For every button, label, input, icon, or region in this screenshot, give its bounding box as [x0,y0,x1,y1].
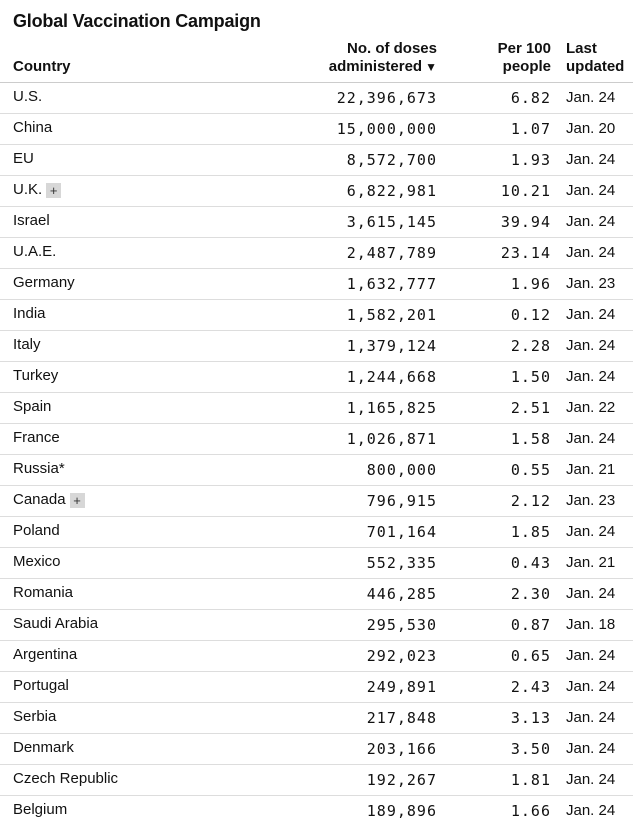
doses-cell: 3,615,145 [346,213,437,231]
per100-cell: 1.96 [510,275,551,293]
country-name: Israel [13,212,50,229]
table-row [0,579,633,610]
last-updated-cell: Jan. 24 [566,585,616,602]
doses-cell: 1,632,777 [346,275,437,293]
table-row [0,765,633,796]
country-cell [13,429,60,446]
per100-header-line1: Per 100 [497,40,551,57]
per100-column-header[interactable] [498,40,551,76]
country-cell [13,708,56,725]
last-updated-cell: Jan. 21 [566,554,616,571]
table-row [0,610,633,641]
doses-column-header[interactable] [329,40,437,76]
country-cell [13,739,74,756]
per100-cell: 0.12 [510,306,551,324]
last-updated-header-line1: Last [566,40,597,57]
table-row [0,641,633,672]
per100-cell: 0.65 [510,647,551,665]
doses-cell: 292,023 [366,647,437,665]
per100-cell: 0.87 [510,616,551,634]
country-cell [13,553,61,570]
country-cell [13,367,58,384]
table-row [0,331,633,362]
table-row [0,517,633,548]
country-cell [13,646,77,663]
table-row [0,672,633,703]
country-name: Canada [13,491,66,508]
country-name: Romania [13,584,74,601]
doses-cell: 1,379,124 [346,337,437,355]
last-updated-cell: Jan. 24 [566,244,616,261]
doses-cell: 22,396,673 [336,89,437,107]
last-updated-cell: Jan. 23 [566,275,616,292]
table-row [0,424,633,455]
table-row [0,548,633,579]
page-title: Global Vaccination Campaign [13,11,261,31]
per100-cell: 1.81 [510,771,551,789]
table-row [0,83,633,114]
country-cell [13,801,67,818]
table-row [0,393,633,424]
country-cell [13,491,85,508]
per100-header-line2: people [502,58,551,75]
country-cell [13,150,34,167]
per100-cell: 1.93 [510,151,551,169]
country-cell [13,677,69,694]
country-name: Poland [13,522,60,539]
per100-cell: 3.50 [510,740,551,758]
last-updated-cell: Jan. 24 [566,213,616,230]
last-updated-cell: Jan. 22 [566,399,616,416]
doses-cell: 192,267 [366,771,437,789]
table-row [0,486,633,517]
country-cell [13,119,52,136]
country-name: Czech Republic [13,770,119,787]
per100-cell: 2.30 [510,585,551,603]
doses-cell: 1,165,825 [346,399,437,417]
doses-cell: 446,285 [366,585,437,603]
country-cell [13,460,65,477]
last-updated-cell: Jan. 21 [566,461,616,478]
country-name: Portugal [13,677,69,694]
country-name: Russia* [13,460,65,477]
last-updated-cell: Jan. 24 [566,89,616,106]
country-cell [13,212,50,229]
table-row [0,145,633,176]
last-updated-cell: Jan. 24 [566,740,616,757]
per100-cell: 2.12 [510,492,551,510]
country-cell [13,274,75,291]
per100-cell: 1.07 [510,120,551,138]
per100-cell: 1.85 [510,523,551,541]
table-row [0,207,633,238]
doses-cell: 1,026,871 [346,430,437,448]
expand-plus-icon[interactable]: + [70,493,85,508]
country-name: Mexico [13,553,61,570]
country-name: Denmark [13,739,74,756]
table-row [0,176,633,207]
per100-cell: 0.55 [510,461,551,479]
country-cell [13,398,51,415]
table-row [0,238,633,269]
doses-cell: 15,000,000 [336,120,437,138]
table-body [0,83,633,826]
last-updated-column-header[interactable] [566,40,624,76]
doses-cell: 552,335 [366,554,437,572]
last-updated-cell: Jan. 24 [566,523,616,540]
per100-cell: 10.21 [500,182,551,200]
doses-cell: 8,572,700 [346,151,437,169]
per100-cell: 1.58 [510,430,551,448]
doses-cell: 1,582,201 [346,306,437,324]
last-updated-cell: Jan. 24 [566,182,616,199]
last-updated-cell: Jan. 24 [566,306,616,323]
per100-cell: 6.82 [510,89,551,107]
table-row [0,703,633,734]
country-name: U.S. [13,88,43,105]
per100-cell: 3.13 [510,709,551,727]
table-row [0,269,633,300]
country-name: Germany [13,274,75,291]
table-row [0,362,633,393]
country-header-label: Country [13,58,71,75]
per100-cell: 2.28 [510,337,551,355]
country-cell [13,181,61,198]
country-column-header[interactable] [13,58,71,76]
last-updated-cell: Jan. 24 [566,430,616,447]
table-row [0,734,633,765]
per100-cell: 2.51 [510,399,551,417]
last-updated-cell: Jan. 24 [566,678,616,695]
last-updated-cell: Jan. 24 [566,368,616,385]
doses-cell: 2,487,789 [346,244,437,262]
country-name: U.A.E. [13,243,57,260]
doses-cell: 249,891 [366,678,437,696]
country-name: Turkey [13,367,59,384]
country-cell [13,584,73,601]
table-row [0,114,633,145]
country-name: EU [13,150,34,167]
country-cell [13,336,41,353]
doses-header-line2: administered [328,58,423,75]
country-name: Italy [13,336,41,353]
table-row [0,455,633,486]
country-cell [13,522,60,539]
country-name: Spain [13,398,52,415]
country-name: France [13,429,60,446]
doses-cell: 6,822,981 [346,182,437,200]
sort-descending-icon[interactable]: ▼ [425,60,437,74]
doses-cell: 800,000 [366,461,437,479]
doses-cell: 203,166 [366,740,437,758]
doses-cell: 295,530 [366,616,437,634]
doses-cell: 217,848 [366,709,437,727]
country-cell [13,243,56,260]
doses-cell: 189,896 [366,802,437,820]
last-updated-cell: Jan. 20 [566,120,616,137]
last-updated-cell: Jan. 24 [566,709,616,726]
country-cell [13,770,118,787]
country-name: India [13,305,46,322]
last-updated-cell: Jan. 18 [566,616,616,633]
country-cell [13,615,98,632]
per100-cell: 23.14 [500,244,551,262]
per100-cell: 0.43 [510,554,551,572]
country-name: Argentina [13,646,78,663]
doses-cell: 1,244,668 [346,368,437,386]
table-row [0,300,633,331]
last-updated-cell: Jan. 24 [566,771,616,788]
country-name: Saudi Arabia [13,615,99,632]
country-cell [13,305,46,322]
doses-cell: 701,164 [366,523,437,541]
country-cell [13,88,42,105]
last-updated-cell: Jan. 24 [566,337,616,354]
per100-cell: 2.43 [510,678,551,696]
last-updated-header-line2: updated [566,58,625,75]
per100-cell: 1.66 [510,802,551,820]
expand-plus-icon[interactable]: + [46,183,61,198]
per100-cell: 1.50 [510,368,551,386]
table-row [0,796,633,826]
country-name: Serbia [13,708,57,725]
last-updated-cell: Jan. 23 [566,492,616,509]
country-name: Belgium [13,801,68,818]
doses-header-line1: No. of doses [346,40,437,57]
last-updated-cell: Jan. 24 [566,802,616,819]
country-name: China [13,119,53,136]
per100-cell: 39.94 [500,213,551,231]
doses-cell: 796,915 [366,492,437,510]
last-updated-cell: Jan. 24 [566,151,616,168]
last-updated-cell: Jan. 24 [566,647,616,664]
country-name: U.K. [13,181,43,198]
